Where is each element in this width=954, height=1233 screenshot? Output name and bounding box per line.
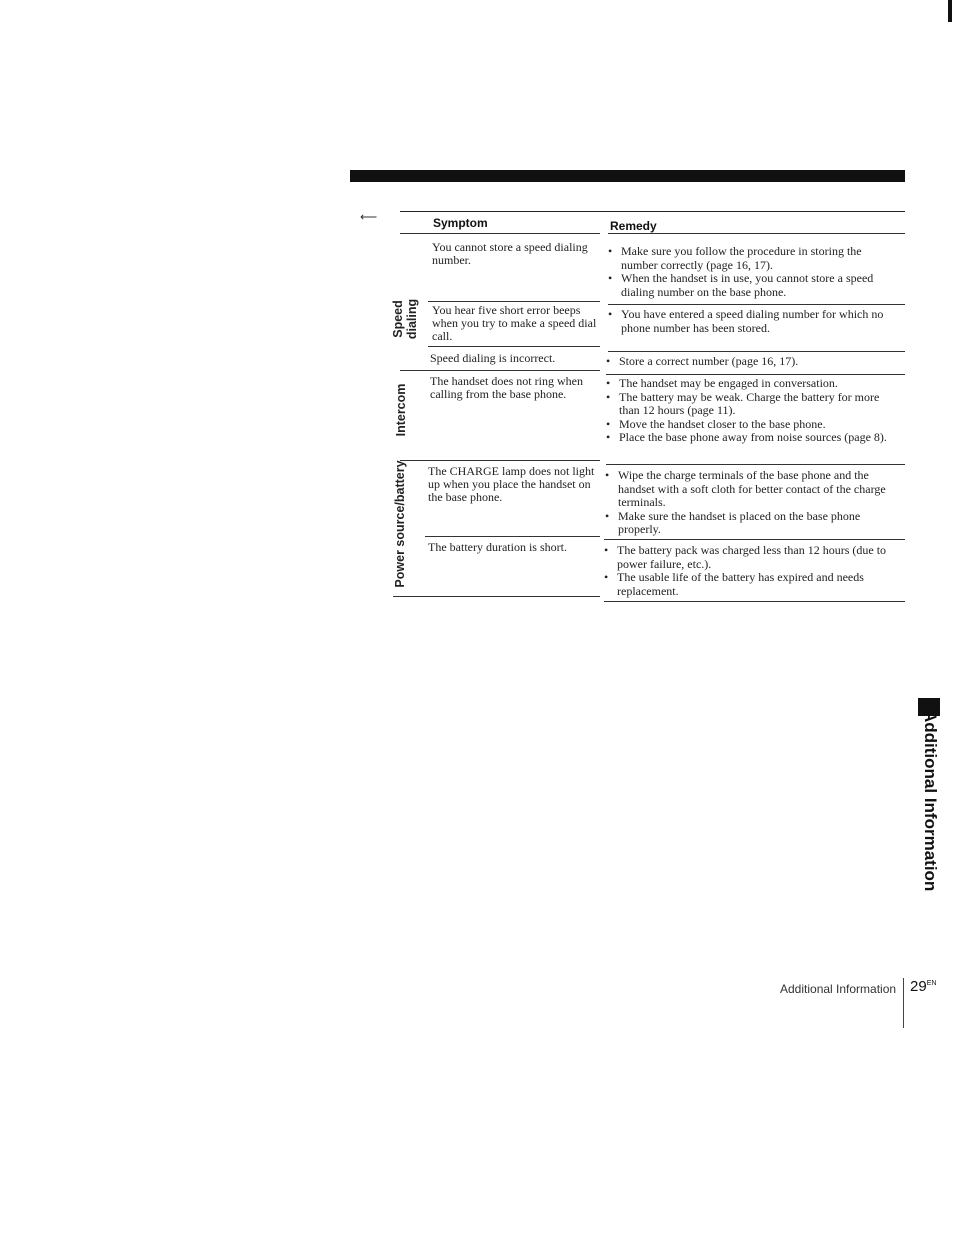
symptom-cell: You cannot store a speed dialing number. bbox=[432, 240, 588, 267]
remedy-list bbox=[608, 308, 898, 335]
remedy-header: Remedy bbox=[610, 219, 657, 233]
group-label-speed-dialing bbox=[391, 294, 419, 344]
header-rule-remedy bbox=[608, 233, 905, 234]
remedy-list bbox=[605, 469, 895, 537]
symptom-cell: The CHARGE lamp does not light up when you place the handset on the base phone. bbox=[428, 464, 595, 504]
row-rule bbox=[428, 346, 600, 347]
symptom-cell: The battery duration is short. bbox=[428, 540, 567, 554]
group-label-line: Speed bbox=[391, 300, 405, 338]
header-bar bbox=[350, 170, 905, 182]
remedy-item: • Place the base phone away from noise sources (page 8). bbox=[606, 431, 896, 445]
symptom-cell: The handset does not ring when calling from the base phone. bbox=[430, 374, 583, 401]
group-rule bbox=[400, 460, 600, 461]
remedy-item: • The usable life of the battery has expired and needs replacement. bbox=[604, 571, 894, 598]
row-rule bbox=[428, 301, 600, 302]
remedy-item: • Make sure you follow the procedure in storing the number correctly (page 16, 17). bbox=[608, 245, 898, 272]
footer-section-title: Additional Information bbox=[780, 982, 897, 996]
remedy-item: • The battery pack was charged less than 12 hours (due to power failure, etc.). bbox=[604, 544, 894, 571]
remedy-list bbox=[604, 544, 894, 598]
remedy-item: • The battery may be weak. Charge the battery for more than 12 hours (page 11). bbox=[606, 391, 896, 418]
remedy-item: • Store a correct number (page 16, 17). bbox=[606, 355, 896, 369]
group-label-intercom: Intercom bbox=[394, 383, 408, 437]
row-rule bbox=[604, 539, 905, 540]
page-number-suffix: EN bbox=[926, 980, 937, 987]
table-bottom-rule bbox=[604, 601, 905, 602]
symptom-cell: You hear five short error beeps when you try to make a speed dial call. bbox=[432, 303, 597, 343]
row-rule bbox=[425, 536, 600, 537]
row-rule bbox=[608, 304, 905, 305]
remedy-item: • The handset may be engaged in conversation. bbox=[606, 377, 896, 391]
arrow-mark-icon: ⟵ bbox=[360, 210, 378, 224]
remedy-item: • Move the handset closer to the base phone. bbox=[606, 418, 896, 432]
symptom-cell: Speed dialing is incorrect. bbox=[430, 351, 556, 365]
table-bottom-rule bbox=[393, 596, 600, 597]
page-number-value: 29 bbox=[910, 978, 927, 995]
page-number bbox=[910, 978, 936, 995]
remedy-item: • You have entered a speed dialing number for which no phone number has been stored. bbox=[608, 308, 898, 335]
group-rule bbox=[400, 370, 600, 371]
table-top-rule bbox=[400, 211, 905, 212]
group-rule bbox=[606, 464, 905, 465]
symptom-header: Symptom bbox=[433, 216, 488, 230]
remedy-list bbox=[606, 377, 896, 445]
remedy-list bbox=[608, 245, 898, 299]
group-rule bbox=[606, 374, 905, 375]
section-tab-label: Additional Information bbox=[921, 710, 940, 892]
row-rule bbox=[608, 351, 905, 352]
footer-divider bbox=[903, 978, 904, 1028]
page-edge-mark bbox=[948, 0, 952, 22]
header-rule-symptom bbox=[400, 233, 600, 234]
remedy-item: • Make sure the handset is placed on the base phone properly. bbox=[605, 510, 895, 537]
remedy-list bbox=[606, 355, 896, 369]
remedy-item: • Wipe the charge terminals of the base phone and the handset with a soft cloth for better contact of the charge terminals. bbox=[605, 469, 895, 510]
group-label-power-source-battery: Power source/battery bbox=[393, 460, 407, 588]
group-label-line: dialing bbox=[405, 298, 419, 340]
remedy-item: • When the handset is in use, you cannot store a speed dialing number on the base phone. bbox=[608, 272, 898, 299]
